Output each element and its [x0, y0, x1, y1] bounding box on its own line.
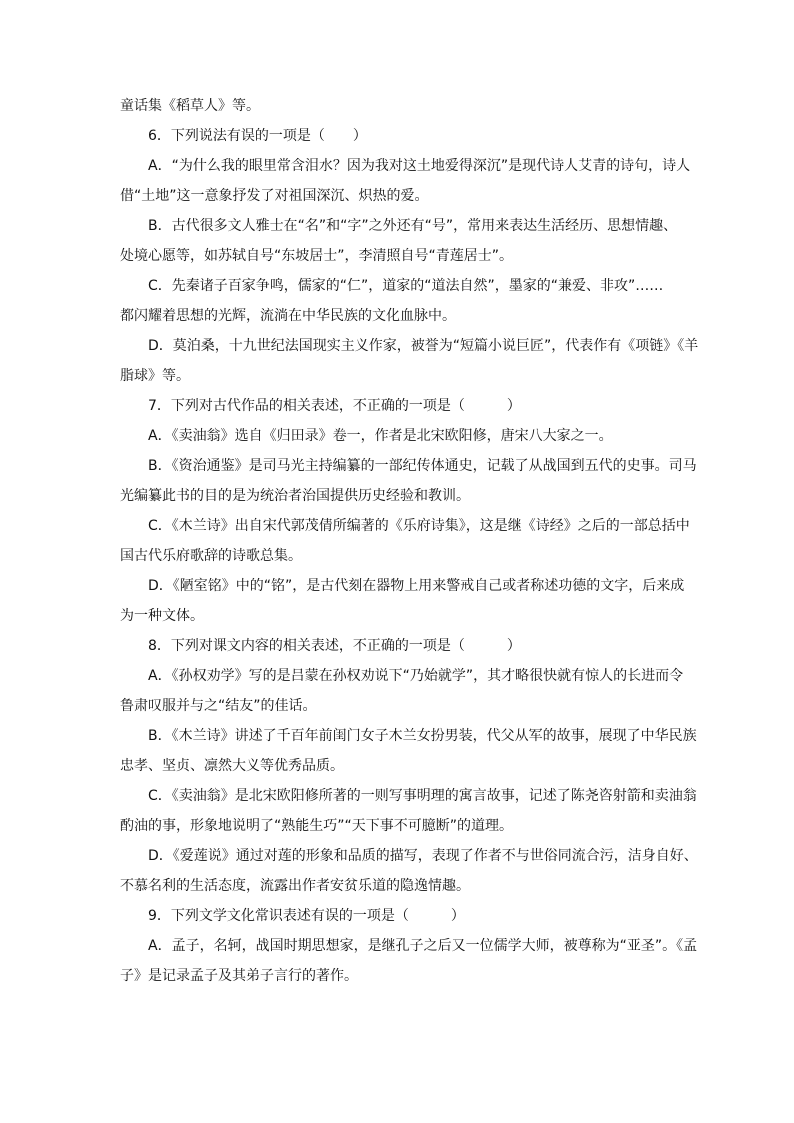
question-6-stem: 6．下列说法有误的一项是（ ） [148, 128, 367, 144]
question-8-option-d-cont: 不慕名利的生活态度，流露出作者安贫乐道的隐逸情趣。 [120, 878, 470, 894]
question-9-option-a-cont: 子》是记录孟子及其弟子言行的著作。 [120, 968, 358, 984]
question-7-option-b: B．《资治通鉴》是司马光主持编纂的一部纪传体通史，记载了从战国到五代的史事。司马 [148, 458, 697, 474]
question-8-option-b: B．《木兰诗》讲述了千百年前闺门女子木兰女扮男装，代父从军的故事，展现了中华民族 [148, 728, 697, 744]
question-8-option-b-cont: 忠孝、坚贞、凛然大义等优秀品质。 [120, 758, 344, 774]
question-7-option-c: C．《木兰诗》出自宋代郭茂倩所编著的《乐府诗集》，这是继《诗经》之后的一部总括中 [148, 518, 690, 534]
question-9-stem: 9．下列文学文化常识表述有误的一项是（ ） [148, 908, 465, 924]
question-6-option-c-cont: 都闪耀着思想的光辉，流淌在中华民族的文化血脉中。 [120, 308, 456, 324]
question-6-option-a: A．“为什么我的眼里常含泪水？因为我对这土地爱得深沉”是现代诗人艾青的诗句，诗人 [148, 158, 691, 174]
text-line: 童话集《稻草人》等。 [120, 98, 260, 114]
question-7-option-c-cont: 国古代乐府歌辞的诗歌总集。 [120, 548, 302, 564]
question-8-option-c: C．《卖油翁》是北宋欧阳修所著的一则写事明理的寓言故事，记述了陈尧咨射箭和卖油翁 [148, 788, 697, 804]
question-9-option-a: A．孟子，名轲，战国时期思想家，是继孔子之后又一位儒学大师，被尊称为“亚圣”。《孟 [148, 938, 698, 954]
question-7-option-a: A．《卖油翁》选自《归田录》卷一，作者是北宋欧阳修，唐宋八大家之一。 [148, 428, 613, 444]
question-7-stem: 7．下列对古代作品的相关表述，不正确的一项是（ ） [148, 398, 521, 414]
question-6-option-b: B．古代很多文人雅士在“名”和“字”之外还有“号”，常用来表达生活经历、思想情趣、 [148, 218, 678, 234]
question-7-option-d-cont: 为一种文体。 [120, 608, 204, 624]
question-7-option-b-cont: 光编纂此书的目的是为统治者治国提供历史经验和教训。 [120, 488, 470, 504]
question-8-option-c-cont: 酌油的事，形象地说明了“熟能生巧”“天下事不可臆断”的道理。 [120, 818, 514, 834]
question-6-option-d: D．莫泊桑，十九世纪法国现实主义作家，被誉为“短篇小说巨匠”，代表作有《项链》《羊 [148, 338, 699, 354]
question-6-option-c: C．先秦诸子百家争鸣，儒家的“仁”，道家的“道法自然”，墨家的“兼爱、非攻”…… [148, 278, 664, 294]
question-8-option-a: A．《孙权劝学》写的是吕蒙在孙权劝说下“乃始就学”，其才略很快就有惊人的长进而令 [148, 668, 684, 684]
question-7-option-d: D．《陋室铭》中的“铭”，是古代刻在器物上用来警戒自己或者称述功德的文字，后来成 [148, 578, 685, 594]
question-6-option-b-cont: 处境心愿等，如苏轼自号“东坡居士”，李清照自号“青莲居士”。 [120, 248, 514, 264]
question-8-stem: 8．下列对课文内容的相关表述，不正确的一项是（ ） [148, 638, 521, 654]
document-body [120, 96, 699, 996]
question-8-option-d: D．《爱莲说》通过对莲的形象和品质的描写，表现了作者不与世俗同流合污，洁身自好、 [148, 848, 698, 864]
question-6-option-a-cont: 借“土地”这一意象抒发了对祖国深沉、炽热的爱。 [120, 188, 429, 204]
question-8-option-a-cont: 鲁肃叹服并与之“结友”的佳话。 [120, 698, 317, 714]
question-6-option-d-cont: 脂球》等。 [120, 368, 190, 384]
